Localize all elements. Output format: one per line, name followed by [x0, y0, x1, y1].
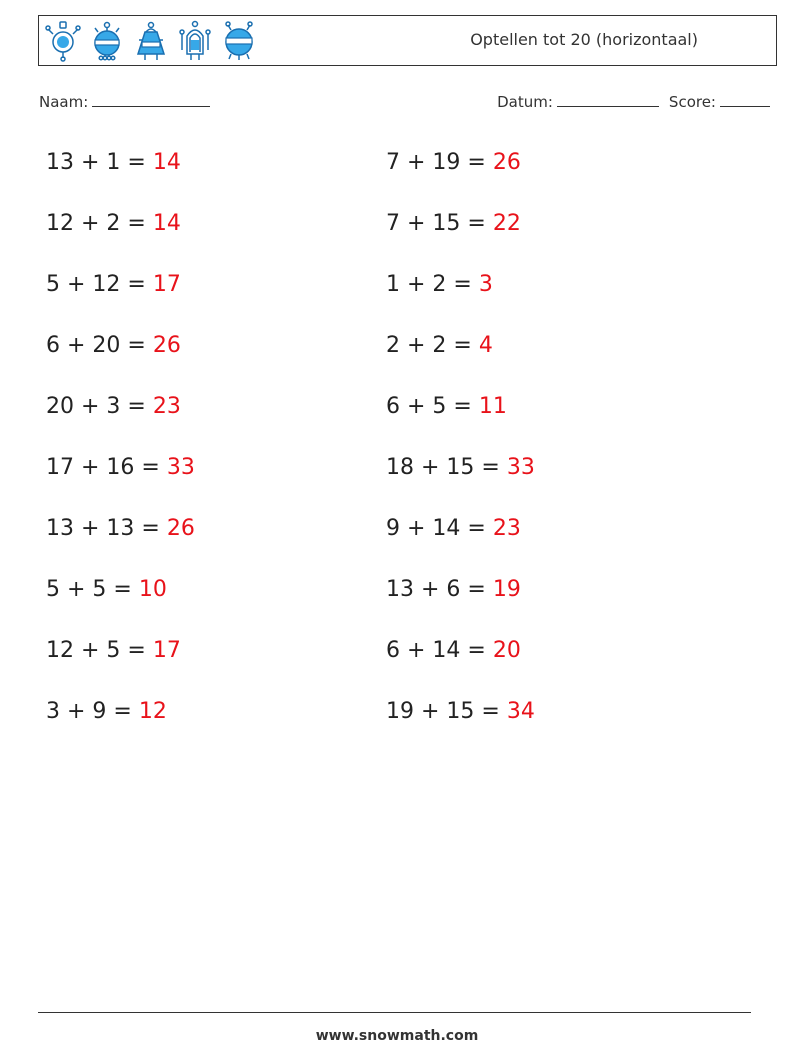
problem-item — [386, 629, 726, 690]
problem-item — [386, 568, 726, 629]
problem-question: 12 + 5 = — [46, 638, 153, 663]
problem-item — [386, 507, 726, 568]
problem-question: 3 + 9 = — [46, 699, 139, 724]
problem-question: 7 + 15 = — [386, 211, 493, 236]
problem-answer: 23 — [152, 394, 181, 419]
problem-answer: 23 — [492, 516, 521, 541]
name-label: Naam: — [39, 93, 89, 111]
footer-url[interactable]: www.snowmath.com — [315, 1028, 479, 1044]
footer-divider — [38, 1012, 751, 1013]
problem-item — [386, 690, 726, 751]
problem-question: 6 + 20 = — [46, 333, 153, 358]
robot-icon-4 — [177, 20, 213, 62]
problem-answer: 33 — [166, 455, 195, 480]
problem-question: 6 + 5 = — [386, 394, 479, 419]
score-field[interactable] — [720, 92, 770, 107]
problem-item — [46, 629, 386, 690]
robot-icons — [45, 20, 257, 62]
problem-item — [386, 202, 726, 263]
robot-icon-1 — [45, 20, 81, 62]
problem-answer: 17 — [152, 638, 181, 663]
problem-grid — [46, 141, 746, 751]
problem-answer: 19 — [492, 577, 521, 602]
header-box — [38, 15, 777, 66]
problem-item — [46, 568, 386, 629]
problem-question: 1 + 2 = — [386, 272, 479, 297]
problem-item — [46, 385, 386, 446]
score-label: Score: — [668, 93, 716, 111]
problem-question: 5 + 5 = — [46, 577, 139, 602]
problem-answer: 26 — [492, 150, 521, 175]
problem-question: 5 + 12 = — [46, 272, 153, 297]
problem-answer: 33 — [506, 455, 535, 480]
problem-question: 7 + 19 = — [386, 150, 493, 175]
problem-question: 20 + 3 = — [46, 394, 153, 419]
problem-answer: 14 — [152, 211, 181, 236]
problem-answer: 17 — [152, 272, 181, 297]
problem-answer: 26 — [152, 333, 181, 358]
problem-answer: 14 — [152, 150, 181, 175]
worksheet-title: Optellen tot 20 (horizontaal) — [470, 30, 698, 49]
problem-question: 9 + 14 = — [386, 516, 493, 541]
problem-question: 2 + 2 = — [386, 333, 479, 358]
name-line — [39, 92, 210, 111]
problem-question: 19 + 15 = — [386, 699, 507, 724]
problem-item — [386, 263, 726, 324]
problem-question: 13 + 13 = — [46, 516, 167, 541]
problem-question: 12 + 2 = — [46, 211, 153, 236]
problem-question: 6 + 14 = — [386, 638, 493, 663]
problem-answer: 3 — [478, 272, 493, 297]
problem-item — [46, 141, 386, 202]
problem-question: 13 + 1 = — [46, 150, 153, 175]
problem-item — [46, 507, 386, 568]
problem-answer: 4 — [478, 333, 493, 358]
date-label: Datum: — [497, 93, 553, 111]
problem-item — [46, 202, 386, 263]
robot-icon-3 — [133, 20, 169, 62]
problem-item — [386, 141, 726, 202]
problem-item — [46, 324, 386, 385]
name-field[interactable] — [92, 92, 210, 107]
robot-icon-2 — [89, 20, 125, 62]
problem-question: 13 + 6 = — [386, 577, 493, 602]
problem-answer: 22 — [492, 211, 521, 236]
problem-answer: 26 — [166, 516, 195, 541]
problem-item — [46, 446, 386, 507]
problem-item — [386, 446, 726, 507]
problem-item — [386, 385, 726, 446]
problem-question: 17 + 16 = — [46, 455, 167, 480]
date-score-line — [497, 92, 770, 111]
problem-item — [386, 324, 726, 385]
robot-icon-5 — [221, 20, 257, 62]
date-field[interactable] — [557, 92, 659, 107]
problem-answer: 20 — [492, 638, 521, 663]
problem-answer: 11 — [478, 394, 507, 419]
problem-item — [46, 263, 386, 324]
problem-answer: 34 — [506, 699, 535, 724]
problem-answer: 10 — [138, 577, 167, 602]
problem-answer: 12 — [138, 699, 167, 724]
problem-item — [46, 690, 386, 751]
problem-question: 18 + 15 = — [386, 455, 507, 480]
